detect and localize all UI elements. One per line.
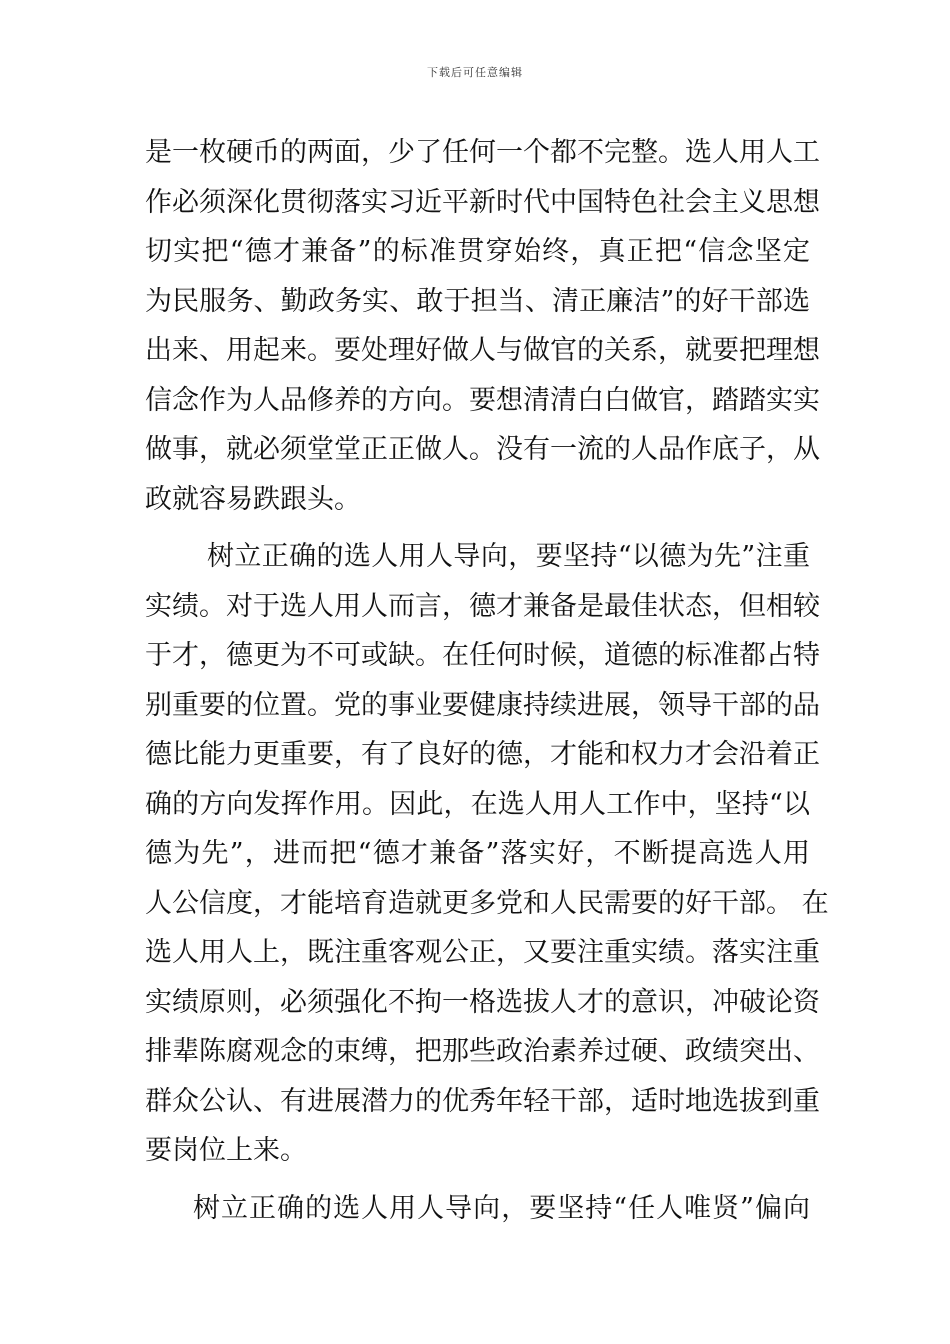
text-line: 德比能力更重要，有了良好的德，才能和权力才会沿着正 (145, 739, 820, 770)
text-line: 德为先”，进而把“德才兼备”落实好，不断提高选人用 (145, 838, 810, 869)
text-line: 排辈陈腐观念的束缚，把那些政治素养过硬、政绩突出、 (145, 1036, 820, 1067)
text-line: 实绩。对于选人用人而言，德才兼备是最佳状态，但相较 (145, 590, 820, 622)
paragraph-2 (145, 532, 829, 1176)
text-line: 确的方向发挥作用。因此，在选人用人工作中，坚持“以 (145, 788, 810, 820)
text-line: 为民服务、勤政务实、敢于担当、清正廉洁”的好干部选 (145, 285, 810, 317)
text-line: 作必须深化贯彻落实习近平新时代中国特色社会主义思想 (145, 186, 820, 218)
page-header: 下载后可任意编辑 (427, 66, 523, 79)
text-line: 切实把“德才兼备”的标准贯穿始终，真正把“信念坚定 (145, 236, 810, 267)
text-line: 树立正确的选人用人导向，要坚持“任人唯贤”偏向 (193, 1192, 810, 1224)
text-line: 于才，德更为不可或缺。在任何时候，道德的标准都占特 (145, 640, 820, 671)
text-line: 出来、用起来。要处理好做人与做官的关系，就要把理想 (145, 335, 820, 366)
paragraph-1 (145, 128, 820, 524)
text-line: 是一枚硬币的两面，少了任何一个都不完整。选人用人工 (145, 137, 820, 168)
text-line: 树立正确的选人用人导向，要坚持“以德为先”注重 (207, 541, 810, 572)
text-line: 实绩原则，必须强化不拘一格选拔人才的意识，冲破论资 (145, 986, 820, 1018)
document-body (145, 128, 829, 1233)
text-line: 做事，就必须堂堂正正做人。没有一流的人品作底子，从 (145, 434, 820, 465)
text-line: 政就容易跌跟头。 (145, 483, 361, 515)
paragraph-3 (145, 1184, 810, 1234)
text-line: 群众公认、有进展潜力的优秀年轻干部，适时地选拔到重 (145, 1085, 820, 1117)
text-line: 别重要的位置。党的事业要健康持续进展，领导干部的品 (145, 689, 820, 721)
text-line: 信念作为人品修养的方向。要想清清白白做官，踏踏实实 (145, 384, 820, 416)
text-line: 要岗位上来。 (145, 1135, 307, 1166)
text-line: 选人用人上，既注重客观公正，又要注重实绩。落实注重 (145, 937, 820, 968)
text-line: 人公信度，才能培育造就更多党和人民需要的好干部。 在 (145, 887, 829, 919)
